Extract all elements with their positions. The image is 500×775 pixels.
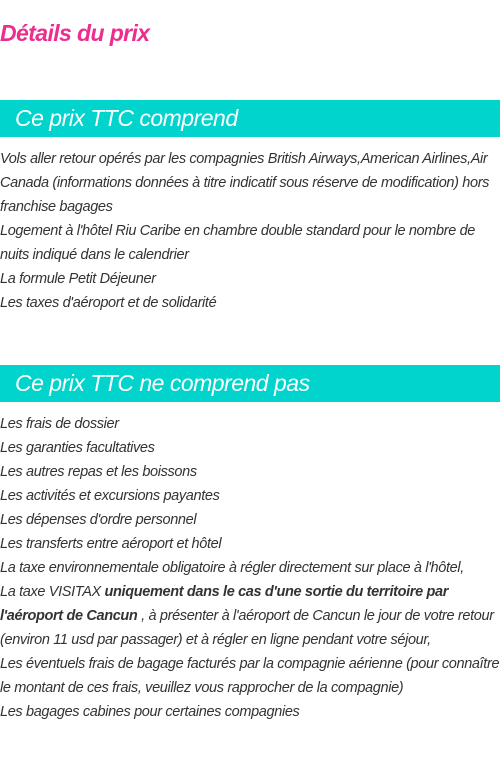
excluded-item-cabin-bags: Les bagages cabines pour certaines compagnies (0, 704, 300, 720)
included-section-heading: Ce prix TTC comprend (0, 100, 500, 137)
included-item-flights: Vols aller retour opérés par les compagnies British Airways,American Airlines,Air Canada (informations données à titre indicatif sous réserve de modification) hors franchise bagages (0, 151, 490, 215)
excluded-list (0, 412, 500, 724)
excluded-item-baggage-fees: Les éventuels frais de bagage facturés par la compagnie aérienne (pour connaître le montant de ces frais, veuillez vous rapprocher de la compagnie) (0, 656, 500, 696)
included-item-breakfast: La formule Petit Déjeuner (0, 271, 156, 287)
excluded-section-heading: Ce prix TTC ne comprend pas (0, 365, 500, 402)
visitax-prefix: La taxe VISITAX (0, 584, 105, 600)
included-item-hotel: Logement à l'hôtel Riu Caribe en chambre double standard pour le nombre de nuits indiqué dans le calendrier (0, 223, 476, 263)
excluded-item-transfers: Les transferts entre aéroport et hôtel (0, 536, 222, 552)
visitax-condition: uniquement dans le cas d'une sortie du territoire par l'aéroport de Cancun (0, 584, 448, 624)
excluded-item-visitax (0, 580, 500, 652)
excluded-item-insurance: Les garanties facultatives (0, 440, 155, 456)
included-list (0, 147, 500, 315)
excluded-item-booking-fees: Les frais de dossier (0, 416, 119, 432)
excluded-item-environmental-tax: La taxe environnementale obligatoire à régler directement sur place à l'hôtel, (0, 560, 464, 576)
page-title: Détails du prix (0, 20, 150, 46)
excluded-item-activities: Les activités et excursions payantes (0, 488, 220, 504)
included-item-taxes: Les taxes d'aéroport et de solidarité (0, 295, 217, 311)
visitax-details: , à présenter à l'aéroport de Cancun le jour de votre retour (environ 11 usd par passager) et à régler en ligne pendant votre séjour, (0, 608, 494, 648)
excluded-item-personal-expenses: Les dépenses d'ordre personnel (0, 512, 197, 528)
excluded-item-meals: Les autres repas et les boissons (0, 464, 197, 480)
